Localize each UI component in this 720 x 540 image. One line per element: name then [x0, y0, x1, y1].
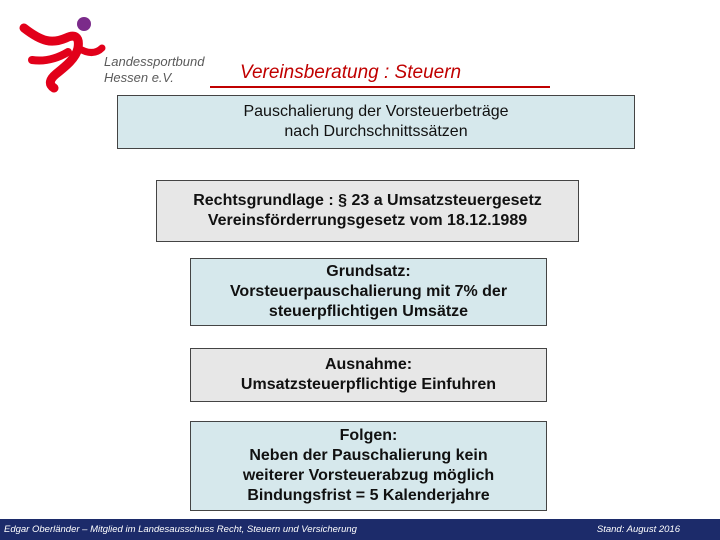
- topic-line2: nach Durchschnittssätzen: [284, 123, 468, 140]
- title-underline: [210, 86, 550, 88]
- principle-box: [190, 258, 547, 326]
- legal-basis-box: [156, 180, 579, 242]
- consequences-line4: Bindungsfrist = 5 Kalenderjahre: [247, 487, 490, 504]
- footer-bar: [0, 519, 720, 540]
- principle-line2: Vorsteuerpauschalierung mit 7% der: [229, 283, 508, 300]
- consequences-box: [190, 421, 547, 511]
- principle-line3: steuerpflichtigen Umsätze: [268, 303, 469, 320]
- topic-box: [117, 95, 635, 149]
- principle-heading: Grundsatz:: [326, 263, 411, 280]
- logo-text-line2: Hessen e.V.: [104, 70, 174, 85]
- consequences-line2: Neben der Pauschalierung kein: [249, 447, 488, 464]
- legal-basis-line2: Vereinsförderrungsgesetz vom 18.12.1989: [207, 212, 528, 229]
- footer-author: Edgar Oberländer – Mitglied im Landesausschuss Recht, Steuern und Versicherung: [4, 524, 357, 535]
- legal-basis-line1: Rechtsgrundlage : § 23 a Umsatzsteuergesetz: [193, 192, 542, 209]
- page-title: Vereinsberatung : Steuern: [240, 62, 462, 83]
- exception-line2: Umsatzsteuerpflichtige Einfuhren: [240, 376, 497, 393]
- lsb-logo: [18, 14, 218, 100]
- footer-date: Stand: August 2016: [596, 524, 680, 535]
- exception-heading: Ausnahme:: [324, 356, 413, 373]
- logo-text-line1: Landessportbund: [104, 54, 205, 69]
- exception-box: [190, 348, 547, 402]
- consequences-heading: Folgen:: [339, 427, 398, 444]
- consequences-line3: weiterer Vorsteuerabzug möglich: [242, 467, 495, 484]
- topic-line1: Pauschalierung der Vorsteuerbeträge: [243, 103, 509, 120]
